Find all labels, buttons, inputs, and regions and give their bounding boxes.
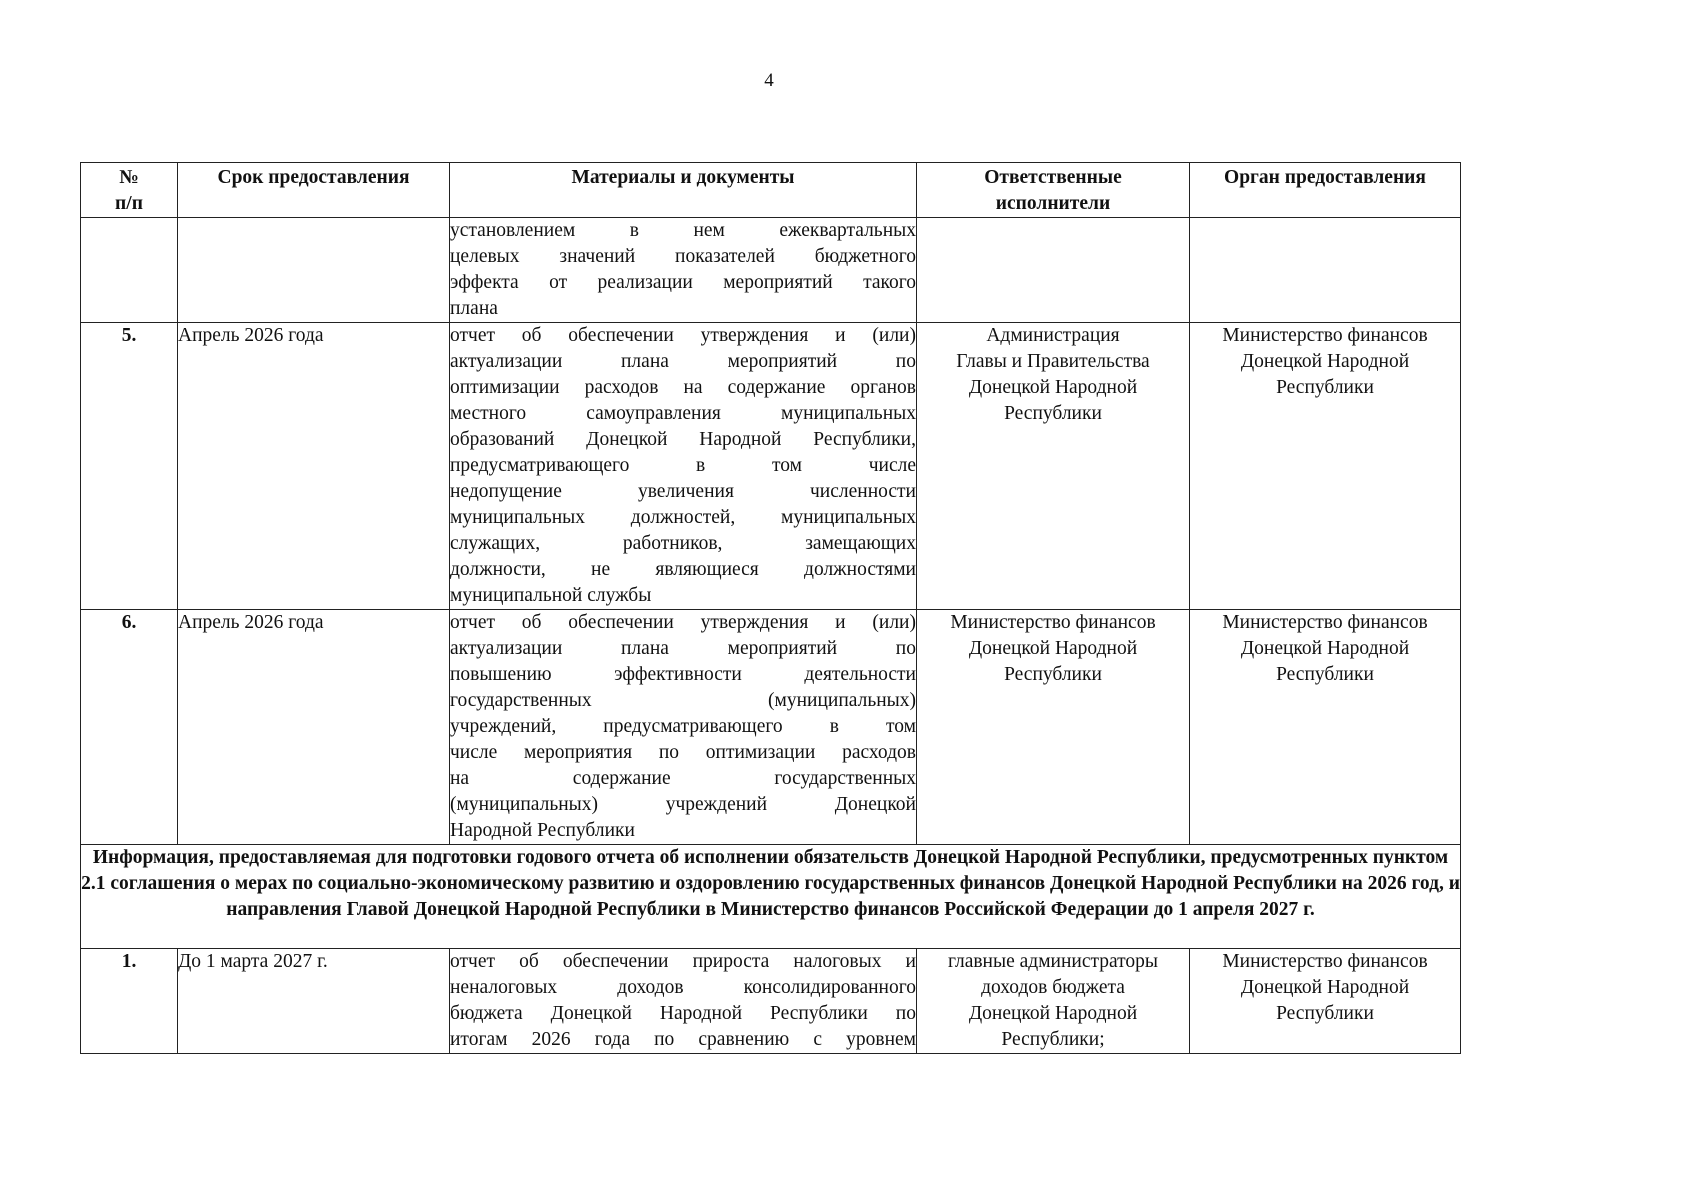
- cell-body: [1190, 323, 1461, 610]
- header-materials: Материалы и документы: [450, 163, 917, 218]
- text-line: (муниципальных) учреждений Донецкой: [450, 794, 916, 815]
- text-line: Министерство финансов: [1222, 325, 1428, 346]
- cell-materials: [450, 949, 917, 1054]
- text-line: служащих, работников, замещающих: [450, 533, 916, 554]
- text-line: установлением в нем ежеквартальных: [450, 220, 916, 241]
- cell-body: [1190, 218, 1461, 323]
- text-line: повышению эффективности деятельности: [450, 664, 916, 685]
- text-line: Республики: [1276, 377, 1374, 398]
- text-line: неналоговых доходов консолидированного: [450, 977, 916, 998]
- text-line: отчет об обеспечении утверждения и (или): [450, 325, 916, 346]
- cell-materials: [450, 218, 917, 323]
- text-line: недопущение увеличения численности: [450, 481, 916, 502]
- text-line: главные администраторы: [947, 951, 1159, 972]
- text-line: эффекта от реализации мероприятий такого: [450, 272, 916, 293]
- header-num: № п/п: [81, 163, 178, 218]
- cell-body: [1190, 949, 1461, 1054]
- text-line: муниципальных должностей, муниципальных: [450, 507, 916, 528]
- text-line: Главы и Правительства: [956, 351, 1150, 372]
- header-body: Орган предоставления: [1190, 163, 1461, 218]
- text-line: Народной Республики: [450, 820, 635, 841]
- text-line: Донецкой Народной: [1240, 977, 1410, 998]
- text-line: Донецкой Народной: [968, 1003, 1138, 1024]
- text-line: образований Донецкой Народной Республики,: [450, 429, 916, 450]
- cell-responsible: [917, 610, 1190, 845]
- cell-responsible: [917, 949, 1190, 1054]
- header-deadline: Срок предоставления: [178, 163, 450, 218]
- page-number: 4: [764, 70, 774, 91]
- text-line: Республики: [1004, 403, 1102, 424]
- section-title: Информация, предоставляемая для подготовки годового отчета об исполнении обязательств Донецкой Народной Республики, предусмотренных пунктом 2.1 соглашения о мерах по социально-экономическому развитию и оздоровлению государственных финансов Донецкой Народной Республики на 2026 год, и направления Главой Донецкой Народной Республики в Министерство финансов Российской Федерации до 1 апреля 2027 г.: [81, 845, 1461, 949]
- cell-deadline: Апрель 2026 года: [178, 323, 450, 610]
- text-line: числе мероприятия по оптимизации расходов: [450, 742, 916, 763]
- table-row: [81, 218, 1461, 323]
- text-line: отчет об обеспечении утверждения и (или): [450, 612, 916, 633]
- text-line: Донецкой Народной: [1240, 351, 1410, 372]
- text-line: актуализации плана мероприятий по: [450, 638, 916, 659]
- text-line: плана: [450, 298, 498, 319]
- table-row: [81, 323, 1461, 610]
- cell-num: 1.: [81, 949, 178, 1054]
- cell-deadline: До 1 марта 2027 г.: [178, 949, 450, 1054]
- text-line: Республики: [1276, 664, 1374, 685]
- cell-num: 6.: [81, 610, 178, 845]
- text-line: Республики: [1276, 1003, 1374, 1024]
- plan-table: [80, 162, 1461, 1054]
- text-line: оптимизации расходов на содержание органов: [450, 377, 916, 398]
- text-line: на содержание государственных: [450, 768, 916, 789]
- text-line: Донецкой Народной: [1240, 638, 1410, 659]
- text-line: актуализации плана мероприятий по: [450, 351, 916, 372]
- table-row: [81, 610, 1461, 845]
- text-line: предусматривающего в том числе: [450, 455, 916, 476]
- text-line: бюджета Донецкой Народной Республики по: [450, 1003, 916, 1024]
- text-line: Министерство финансов: [1222, 951, 1428, 972]
- text-line: Донецкой Народной: [968, 638, 1138, 659]
- text-line: Донецкой Народной: [968, 377, 1138, 398]
- text-line: учреждений, предусматривающего в том: [450, 716, 916, 737]
- section-row: [81, 845, 1461, 949]
- cell-deadline: [178, 218, 450, 323]
- cell-num: 5.: [81, 323, 178, 610]
- text-line: доходов бюджета: [981, 977, 1125, 998]
- text-line: муниципальной службы: [450, 585, 652, 606]
- text-line: Министерство финансов: [950, 612, 1156, 633]
- header-responsible: Ответственные исполнители: [917, 163, 1190, 218]
- text-line: целевых значений показателей бюджетного: [450, 246, 916, 267]
- table-header-row: [81, 163, 1461, 218]
- cell-body: [1190, 610, 1461, 845]
- cell-responsible: [917, 323, 1190, 610]
- text-line: итогам 2026 года по сравнению с уровнем: [450, 1029, 916, 1050]
- text-line: отчет об обеспечении прироста налоговых и: [450, 951, 916, 972]
- cell-deadline: Апрель 2026 года: [178, 610, 450, 845]
- text-line: государственных (муниципальных): [450, 690, 916, 711]
- cell-materials: [450, 610, 917, 845]
- text-line: должности, не являющиеся должностями: [450, 559, 916, 580]
- cell-materials: [450, 323, 917, 610]
- text-line: Республики;: [1001, 1029, 1105, 1050]
- cell-responsible: [917, 218, 1190, 323]
- cell-num: [81, 218, 178, 323]
- text-line: местного самоуправления муниципальных: [450, 403, 916, 424]
- text-line: Министерство финансов: [1222, 612, 1428, 633]
- text-line: Республики: [1004, 664, 1102, 685]
- table-row: [81, 949, 1461, 1054]
- text-line: Администрация: [986, 325, 1120, 346]
